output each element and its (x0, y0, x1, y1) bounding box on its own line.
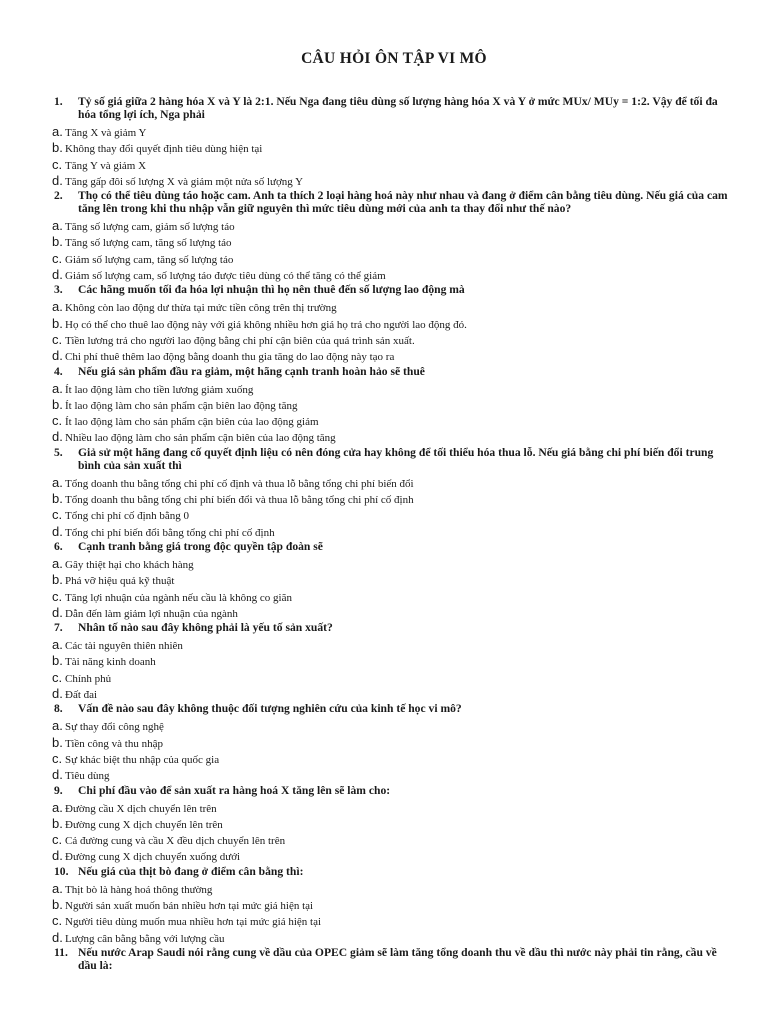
question (54, 283, 734, 296)
option-letter: d. (52, 429, 63, 445)
question-text: Nếu giá sản phẩm đầu ra giảm, một hãng cạnh tranh hoàn hảo sẽ thuê (78, 364, 425, 378)
option-letter: b. (52, 315, 63, 331)
option-letter: c. (52, 669, 63, 685)
option-text: Người tiêu dùng muốn mua nhiều hơn tại mức giá hiện tại (65, 916, 322, 929)
option-text: Phá vỡ hiệu quả kỹ thuật (65, 575, 175, 588)
question-number: 2. (54, 189, 63, 203)
question-list (54, 95, 734, 972)
option-letter: d. (52, 686, 63, 702)
option-text: Thịt bò là hàng hoá thông thường (65, 883, 213, 896)
answer-option (52, 605, 734, 621)
option-text: Tổng doanh thu bằng tổng chi phí biến đổi và thua lỗ bằng tổng chi phí cố định (65, 494, 414, 507)
option-text: Tăng Y và giảm X (65, 159, 147, 172)
question-number: 3. (54, 283, 63, 297)
question-number: 9. (54, 783, 63, 797)
option-letter: d. (52, 523, 63, 539)
answer-option (52, 718, 734, 734)
answer-option (52, 429, 734, 445)
question-number: 6. (54, 539, 63, 553)
answer-option (52, 881, 734, 897)
option-text: Họ có thể cho thuê lao động này với giá không nhiều hơn giá họ trả cho người lao động đó. (65, 318, 467, 331)
option-text: Tổng chi phí biến đổi bằng tổng chi phí cố định (65, 526, 275, 539)
answer-option (52, 816, 734, 832)
option-letter: c. (52, 331, 63, 347)
option-letter: d. (52, 848, 63, 864)
option-text: Ít lao động làm cho tiền lương giảm xuống (65, 383, 254, 396)
answer-option (52, 218, 734, 234)
option-text: Tổng chi phí cố định bằng 0 (65, 510, 190, 523)
option-text: Không thay đổi quyết định tiêu dùng hiện tại (65, 143, 263, 156)
question-text: Chi phí đầu vào để sản xuất ra hàng hoá X tăng lên sẽ làm cho: (78, 783, 391, 797)
question (54, 189, 734, 215)
option-text: Các tài nguyên thiên nhiên (65, 640, 183, 653)
question-text: Vấn đề nào sau đây không thuộc đối tượng nghiên cứu của kinh tế học vi mô? (78, 702, 462, 716)
answer-option (52, 332, 734, 348)
option-text: Tiền công và thu nhập (65, 737, 163, 750)
option-letter: d. (52, 929, 63, 945)
option-letter: b. (52, 491, 63, 507)
option-text: Gây thiệt hại cho khách hàng (65, 558, 194, 571)
option-text: Chính phủ (65, 672, 112, 685)
option-letter: a. (52, 880, 63, 896)
question (54, 365, 734, 378)
option-text: Lượng cân bằng bằng với lượng cầu (65, 932, 225, 945)
question-text: Cạnh tranh bằng giá trong độc quyền tập đoàn sẽ (78, 539, 323, 553)
option-letter: c. (52, 832, 63, 848)
option-letter: b. (52, 572, 63, 588)
question-number: 11. (54, 945, 68, 959)
question (54, 784, 734, 797)
answer-option (52, 140, 734, 156)
question (54, 540, 734, 553)
answer-option (52, 173, 734, 189)
option-letter: c. (52, 156, 63, 172)
answer-option (52, 491, 734, 507)
question-number: 8. (54, 702, 63, 716)
option-text: Cả đường cung và cầu X đều dịch chuyển lên trên (65, 835, 286, 848)
answer-option (52, 767, 734, 783)
answer-option (52, 637, 734, 653)
option-text: Đường cung X dịch chuyển lên trên (65, 818, 223, 831)
option-text: Không còn lao động dư thừa tại mức tiền công trên thị trường (65, 302, 337, 315)
question-text: Tỷ số giá giữa 2 hàng hóa X và Y là 2:1. Nếu Nga đang tiêu dùng số lượng hàng hóa X và Y ở mức MUx/ MUy = 1:2. Vậy để tối đa hóa tổng lợi ích, Nga phải (78, 95, 718, 121)
option-letter: c. (52, 750, 63, 766)
answer-option (52, 507, 734, 523)
option-letter: a. (52, 299, 63, 315)
option-letter: b. (52, 396, 63, 412)
answer-option (52, 572, 734, 588)
document-title: CÂU HỎI ÔN TẬP VI MÔ (301, 50, 487, 67)
option-text: Sự thay đổi công nghệ (65, 721, 164, 734)
option-letter: b. (52, 140, 63, 156)
question (54, 446, 734, 472)
option-letter: b. (52, 734, 63, 750)
question-text: Giả sử một hãng đang cố quyết định liệu có nên đóng cửa hay không để tối thiểu hóa thua lỗ. Nếu giá bằng chi phí biến đổi trung bình của sản xuất thì (78, 445, 714, 472)
option-letter: a. (52, 718, 63, 734)
answer-option (52, 913, 734, 929)
option-text: Ít lao động làm cho sản phẩm cận biên của lao động giảm (65, 416, 319, 429)
answer-option (52, 800, 734, 816)
question (54, 946, 734, 972)
option-letter: b. (52, 234, 63, 250)
answer-option (52, 930, 734, 946)
option-letter: a. (52, 218, 63, 234)
answer-option (52, 653, 734, 669)
option-text: Giảm số lượng cam, số lượng táo được tiêu dùng có thể tăng có thể giảm (65, 270, 386, 283)
option-letter: a. (52, 799, 63, 815)
option-letter: c. (52, 507, 63, 523)
option-letter: d. (52, 267, 63, 283)
answer-option (52, 832, 734, 848)
answer-option (52, 381, 734, 397)
answer-option (52, 897, 734, 913)
answer-option (52, 848, 734, 864)
question (54, 865, 734, 878)
option-letter: a. (52, 637, 63, 653)
option-letter: d. (52, 348, 63, 364)
option-text: Đường cầu X dịch chuyển lên trên (65, 802, 217, 815)
option-letter: c. (52, 413, 63, 429)
option-letter: b. (52, 896, 63, 912)
option-letter: c. (52, 913, 63, 929)
question-text: Thọ có thể tiêu dùng táo hoặc cam. Anh ta thích 2 loại hàng hoá này như nhau và đang ở điểm cân bằng tiêu dùng. Nếu giá của cam tăng lên trong khi thu nhập vẫn giữ nguyên thì mức tiêu dùng mới của anh ta thay đổi như thế nào? (78, 189, 728, 216)
answer-option (52, 299, 734, 315)
answer-option (52, 686, 734, 702)
option-text: Đường cung X dịch chuyển xuống dưới (65, 851, 241, 864)
answer-option (52, 348, 734, 364)
option-letter: c. (52, 588, 63, 604)
option-letter: a. (52, 474, 63, 490)
answer-option (52, 397, 734, 413)
option-text: Tăng X và giảm Y (65, 127, 147, 139)
option-letter: a. (52, 124, 63, 139)
option-letter: b. (52, 653, 63, 669)
option-text: Tiêu dùng (65, 770, 110, 783)
option-letter: b. (52, 815, 63, 831)
question-text: Nếu giá của thịt bò đang ở điểm cân bằng thì: (78, 864, 304, 878)
question-number: 5. (54, 445, 63, 459)
answer-option (52, 124, 734, 140)
option-text: Tổng doanh thu bằng tổng chi phí cố định và thua lỗ bằng tổng chi phí biến đổi (65, 477, 414, 490)
option-text: Tiền lương trả cho người lao động bằng chi phí cận biên của quá trình sản xuất. (65, 334, 415, 347)
question-number: 7. (54, 621, 63, 635)
option-letter: c. (52, 250, 63, 266)
question-number: 4. (54, 364, 63, 378)
answer-option (52, 751, 734, 767)
answer-option (52, 556, 734, 572)
option-text: Ít lao động làm cho sản phẩm cận biên lao động tăng (65, 399, 298, 412)
option-letter: a. (52, 380, 63, 396)
option-text: Chi phí thuê thêm lao động bằng doanh thu gia tăng do lao động này tạo ra (65, 351, 395, 364)
option-text: Tăng số lượng cam, giảm số lượng táo (65, 221, 235, 234)
option-text: Tăng gấp đôi số lượng X và giảm một nửa số lượng Y (65, 175, 304, 188)
question (54, 621, 734, 634)
option-text: Tăng lợi nhuận của ngành nếu cầu là không co giãn (65, 591, 292, 604)
option-text: Người sản xuất muốn bán nhiều hơn tại mức giá hiện tại (65, 899, 314, 912)
answer-option (52, 524, 734, 540)
question-text: Các hãng muốn tối đa hóa lợi nhuận thì họ nên thuê đến số lượng lao động mà (78, 283, 465, 297)
question-number: 1. (54, 95, 63, 108)
option-letter: d. (52, 172, 63, 188)
answer-option (52, 267, 734, 283)
answer-option (52, 735, 734, 751)
question (54, 95, 734, 121)
answer-option (52, 157, 734, 173)
option-letter: d. (52, 767, 63, 783)
answer-option (52, 413, 734, 429)
answer-option (52, 475, 734, 491)
option-text: Giảm số lượng cam, tăng số lượng táo (65, 253, 234, 266)
option-text: Đất đai (65, 689, 98, 702)
question (54, 702, 734, 715)
option-text: Sự khác biệt thu nhập của quốc gia (65, 753, 220, 766)
option-text: Nhiều lao động làm cho sản phẩm cận biên của lao động tăng (65, 432, 336, 445)
question-number: 10. (54, 864, 69, 878)
option-letter: a. (52, 555, 63, 571)
answer-option (52, 251, 734, 267)
option-text: Tăng số lượng cam, tăng số lượng táo (65, 237, 232, 250)
question-text: Nhân tố nào sau đây không phải là yếu tố sản xuất? (78, 621, 333, 635)
option-text: Tài năng kinh doanh (65, 656, 156, 669)
answer-option (52, 316, 734, 332)
option-letter: d. (52, 604, 63, 620)
answer-option (52, 234, 734, 250)
option-text: Dẫn đến làm giảm lợi nhuận của ngành (65, 607, 238, 620)
answer-option (52, 589, 734, 605)
question-text: Nếu nước Arap Saudi nói rằng cung về dầu của OPEC giảm sẽ làm tăng tổng doanh thu về dầu thì nước này phải tin rằng, cầu về dầu là: (78, 945, 717, 972)
answer-option (52, 670, 734, 686)
